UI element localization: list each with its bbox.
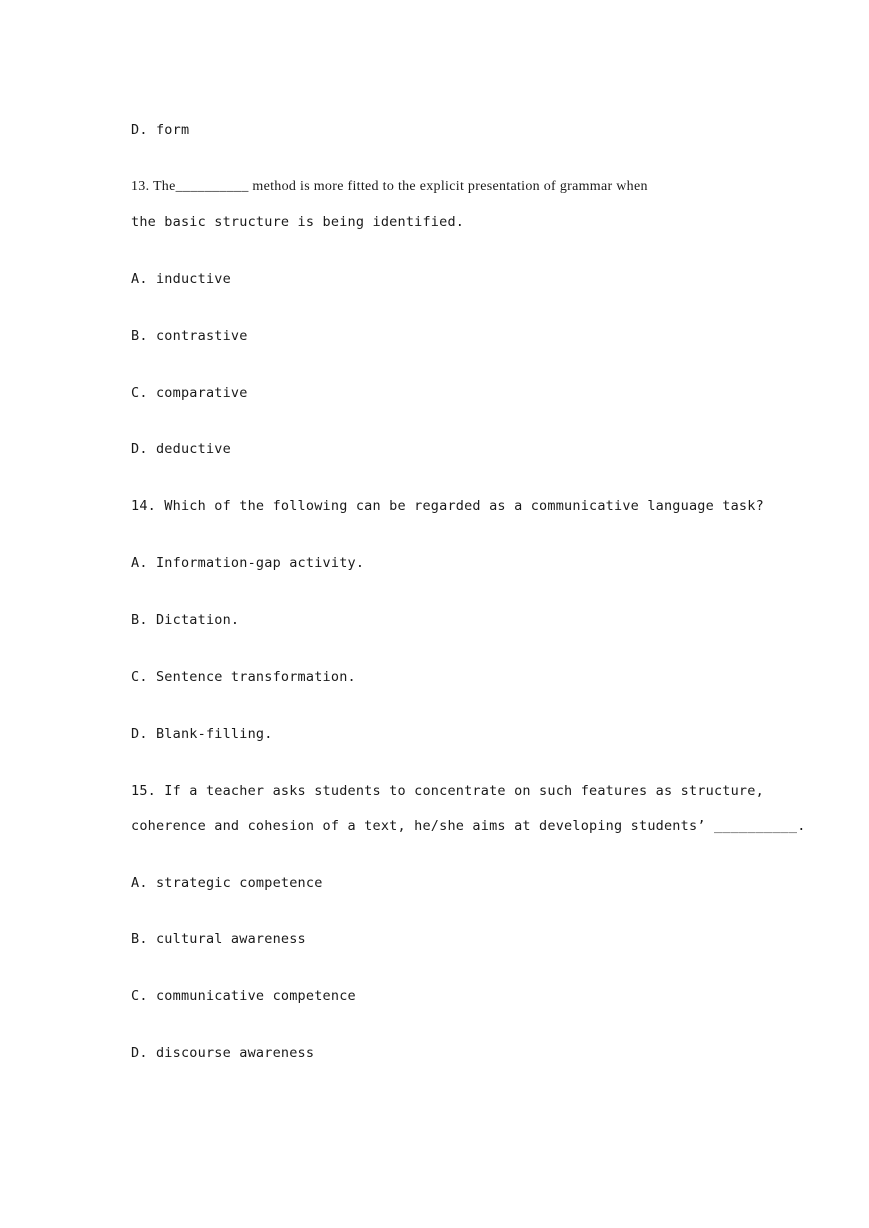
q13-option-b: B. contrastive — [131, 328, 248, 344]
q13-stem-line1: 13. The__________ method is more fitted to the explicit presentation of grammar when — [131, 179, 648, 194]
q13-option-c: C. comparative — [131, 385, 248, 401]
q15-stem-line2: coherence and cohesion of a text, he/she aims at developing students’ __________. — [131, 818, 806, 834]
q15-option-c: C. communicative competence — [131, 988, 356, 1004]
q15-stem-line1: 15. If a teacher asks students to concentrate on such features as structure, — [131, 783, 764, 799]
q15-option-a: A. strategic competence — [131, 875, 323, 891]
q13-option-d: D. deductive — [131, 441, 231, 457]
q13-option-a: A. inductive — [131, 271, 231, 287]
q13-stem-line2: the basic structure is being identified. — [131, 214, 465, 230]
q14-option-c: C. Sentence transformation. — [131, 669, 356, 685]
q14-stem: 14. Which of the following can be regarded as a communicative language task? — [131, 498, 764, 514]
q15-option-d: D. discourse awareness — [131, 1045, 315, 1061]
q15-option-b: B. cultural awareness — [131, 931, 306, 947]
q12-option-d: D. form — [131, 122, 190, 138]
q14-option-d: D. Blank-filling. — [131, 726, 273, 742]
q14-option-a: A. Information-gap activity. — [131, 555, 365, 571]
q14-option-b: B. Dictation. — [131, 612, 240, 628]
